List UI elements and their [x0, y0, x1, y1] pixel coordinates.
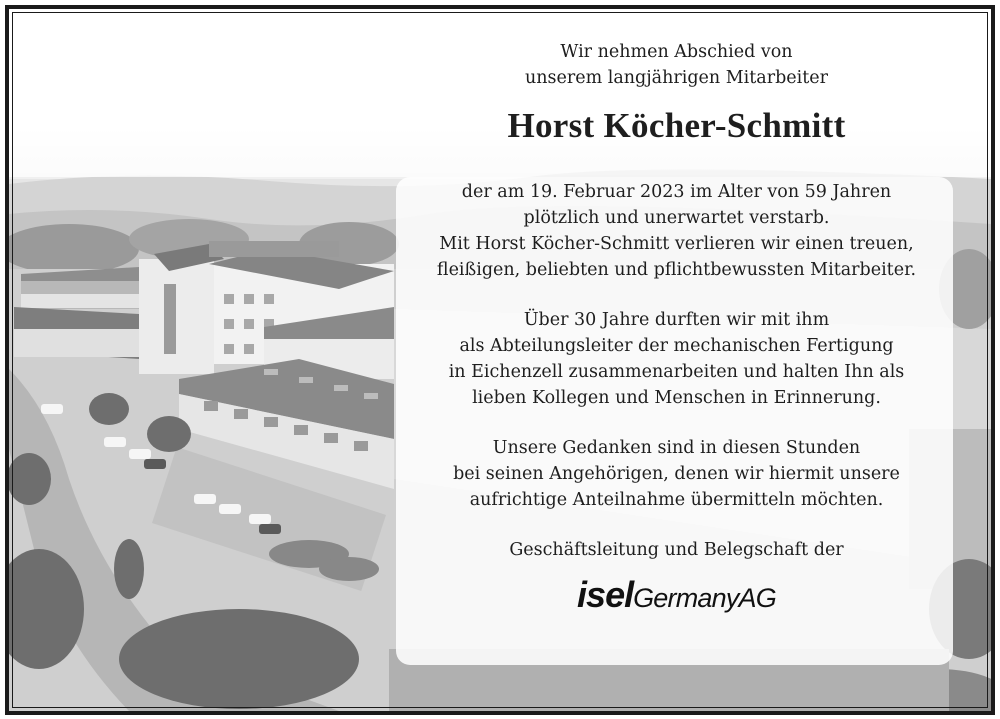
paragraph3-line-3: aufrichtige Anteilnahme übermitteln möchten. [469, 490, 884, 510]
paragraph1-line-1: der am 19. Februar 2023 im Alter von 59 Jahren [461, 182, 892, 202]
paragraph-death-announcement [404, 179, 949, 283]
paragraph3-line-1: Unsere Gedanken sind in diesen Stunden [492, 438, 861, 458]
paragraph-condolences [404, 435, 949, 513]
notice-content [404, 9, 949, 618]
logo-isel-text: isel [577, 574, 634, 615]
paragraph2-line-3: in Eichenzell zusammenarbeiten und halten Ihn als [448, 362, 905, 382]
signature-line: Geschäftsleitung und Belegschaft der [509, 540, 844, 560]
intro-text [404, 39, 949, 91]
paragraph2-line-1: Über 30 Jahre durften wir mit ihm [523, 310, 830, 330]
intro-line-2: unserem langjährigen Mitarbeiter [524, 68, 828, 88]
deceased-name: Horst Köcher-Schmitt [507, 106, 846, 145]
logo-germany-ag-text: GermanyAG [633, 583, 776, 613]
paragraph1-line-3: Mit Horst Köcher-Schmitt verlieren wir einen treuen, [439, 234, 914, 254]
company-logo [404, 575, 949, 618]
paragraph1-line-4: fleißigen, beliebten und pflichtbewussten Mitarbeiter. [436, 260, 917, 280]
intro-line-1: Wir nehmen Abschied von [560, 42, 793, 62]
paragraph2-line-4: lieben Kollegen und Menschen in Erinnerung. [472, 388, 881, 408]
paragraph3-line-2: bei seinen Angehörigen, denen wir hiermit unsere [453, 464, 900, 484]
paragraph1-line-2: plötzlich und unerwartet verstarb. [523, 208, 830, 228]
notice-frame [5, 5, 995, 715]
paragraph-career [404, 307, 949, 411]
paragraph2-line-2: als Abteilungsleiter der mechanischen Fertigung [459, 336, 894, 356]
